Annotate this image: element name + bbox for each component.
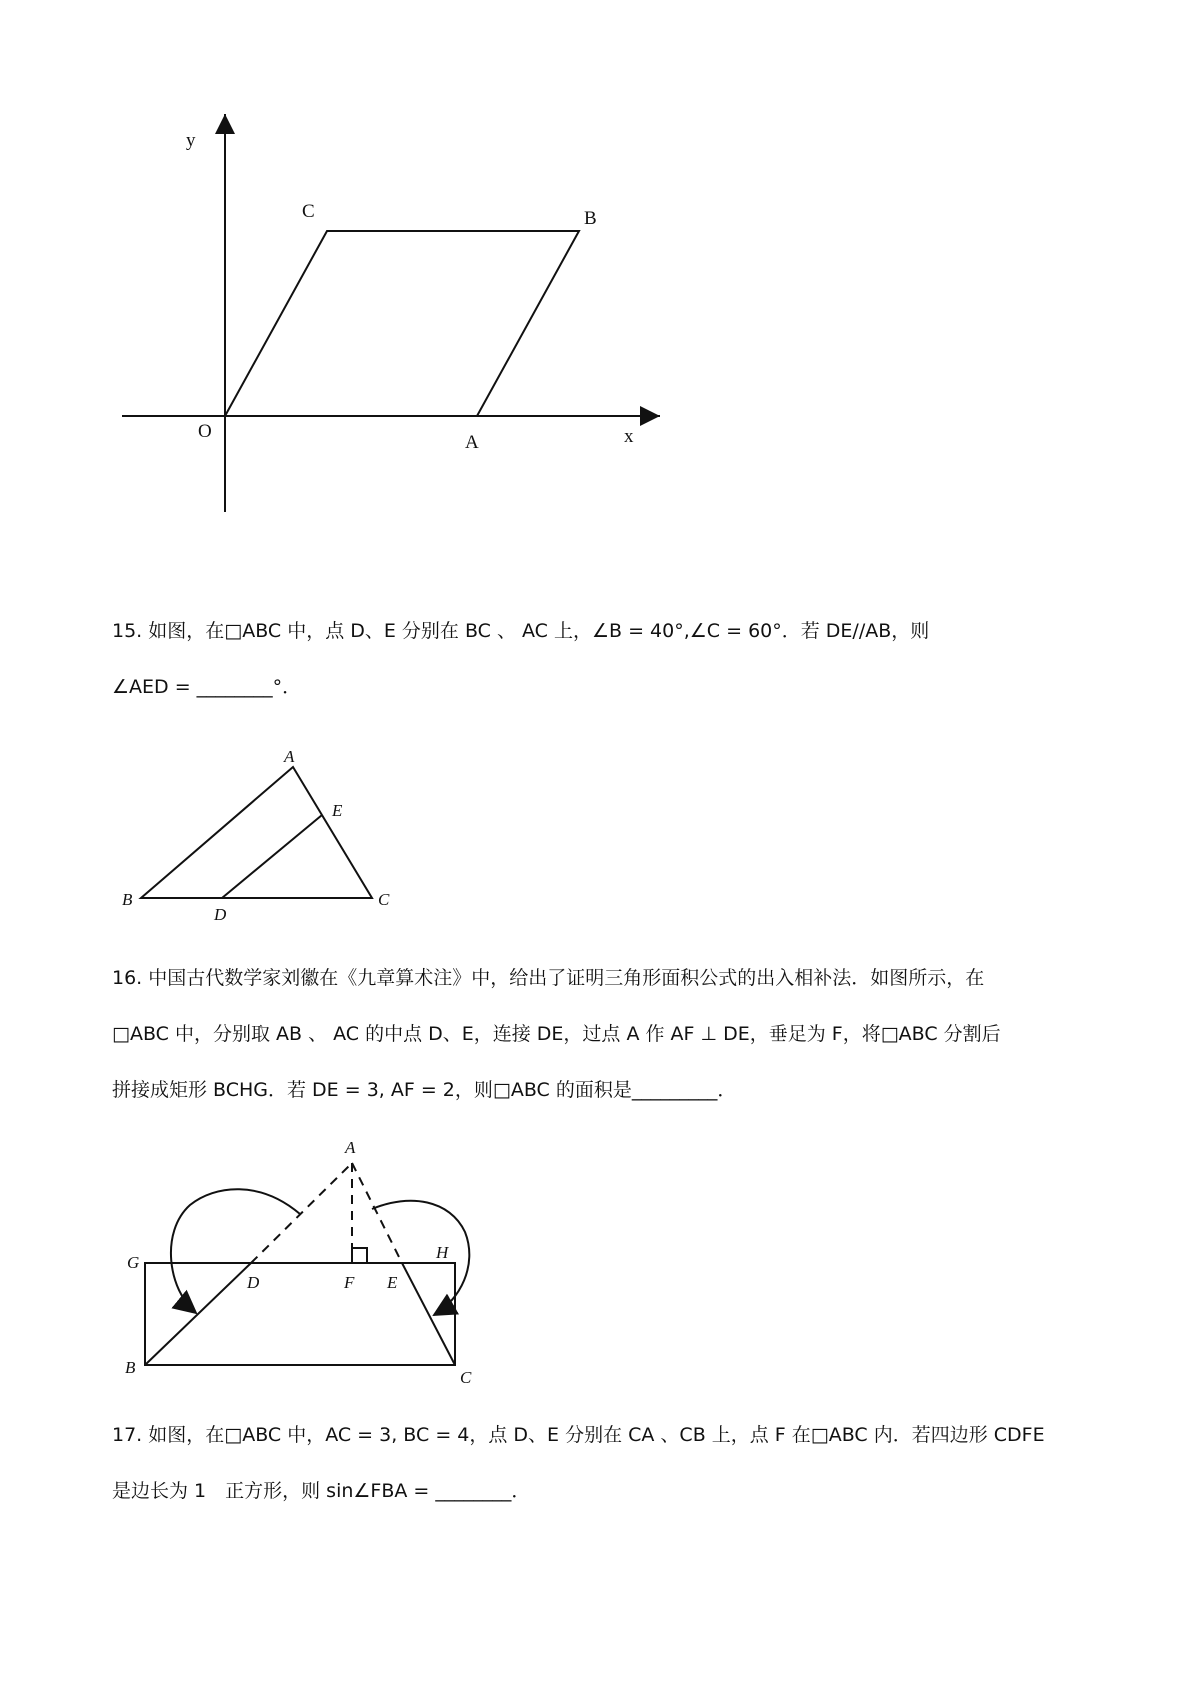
vertex-label-b: B [122,890,133,909]
point-label-e: E [387,1273,398,1292]
question-17 [112,1407,1102,1519]
vertex-label-h: H [436,1243,449,1262]
question-16-line1: 16. 中国古代数学家刘徽在《九章算术注》中，给出了证明三角形面积公式的出入相补法．如图所示，在 [112,967,985,989]
question-15-line2: ∠AED = ________°． [112,676,302,698]
point-label-b: B [584,208,597,229]
vertex-label-a: A [284,747,295,766]
rotation-arrow-left [171,1189,300,1313]
segment-ec [402,1263,455,1365]
question-17-line1: 17. 如图，在□ABC 中，AC = 3, BC = 4，点 D、E 分别在 CA 、CB 上，点 F 在□ABC 内．若四边形 CDFE [112,1424,1045,1446]
point-label-o: O [198,421,212,442]
right-angle-mark [352,1248,367,1263]
point-label-a: A [465,432,479,453]
vertex-label-a: A [345,1138,356,1157]
vertex-label-c: C [378,890,390,909]
question-16-line3: 拼接成矩形 BCHG．若 DE = 3, AF = 2，则□ABC 的面积是_________． [112,1079,737,1101]
point-label-d: D [214,905,227,924]
dashed-da [251,1163,352,1263]
point-label-f: F [344,1273,355,1292]
vertex-label-c: C [460,1368,472,1387]
point-label-d: D [247,1273,260,1292]
question-15-line1: 15. 如图，在□ABC 中，点 D、E 分别在 BC 、 AC 上，∠B = 40°,∠C = 60°．若 DE//AB，则 [112,620,930,642]
point-label-e: E [332,801,343,820]
segment-bd [145,1263,251,1365]
axis-label-x: x [624,426,634,447]
rectangle-bchg [145,1263,455,1365]
point-label-c: C [302,201,315,222]
vertex-label-g: G [127,1253,140,1272]
axis-label-y: y [186,130,196,151]
question-17-line2: 是边长为 1 正方形，则 sin∠FBA = ________． [112,1480,531,1502]
question-16-line2: □ABC 中，分别取 AB 、 AC 的中点 D、E，连接 DE，过点 A 作 AF ⊥ DE，垂足为 F，将□ABC 分割后 [112,1023,1001,1045]
vertex-label-b: B [125,1358,136,1377]
